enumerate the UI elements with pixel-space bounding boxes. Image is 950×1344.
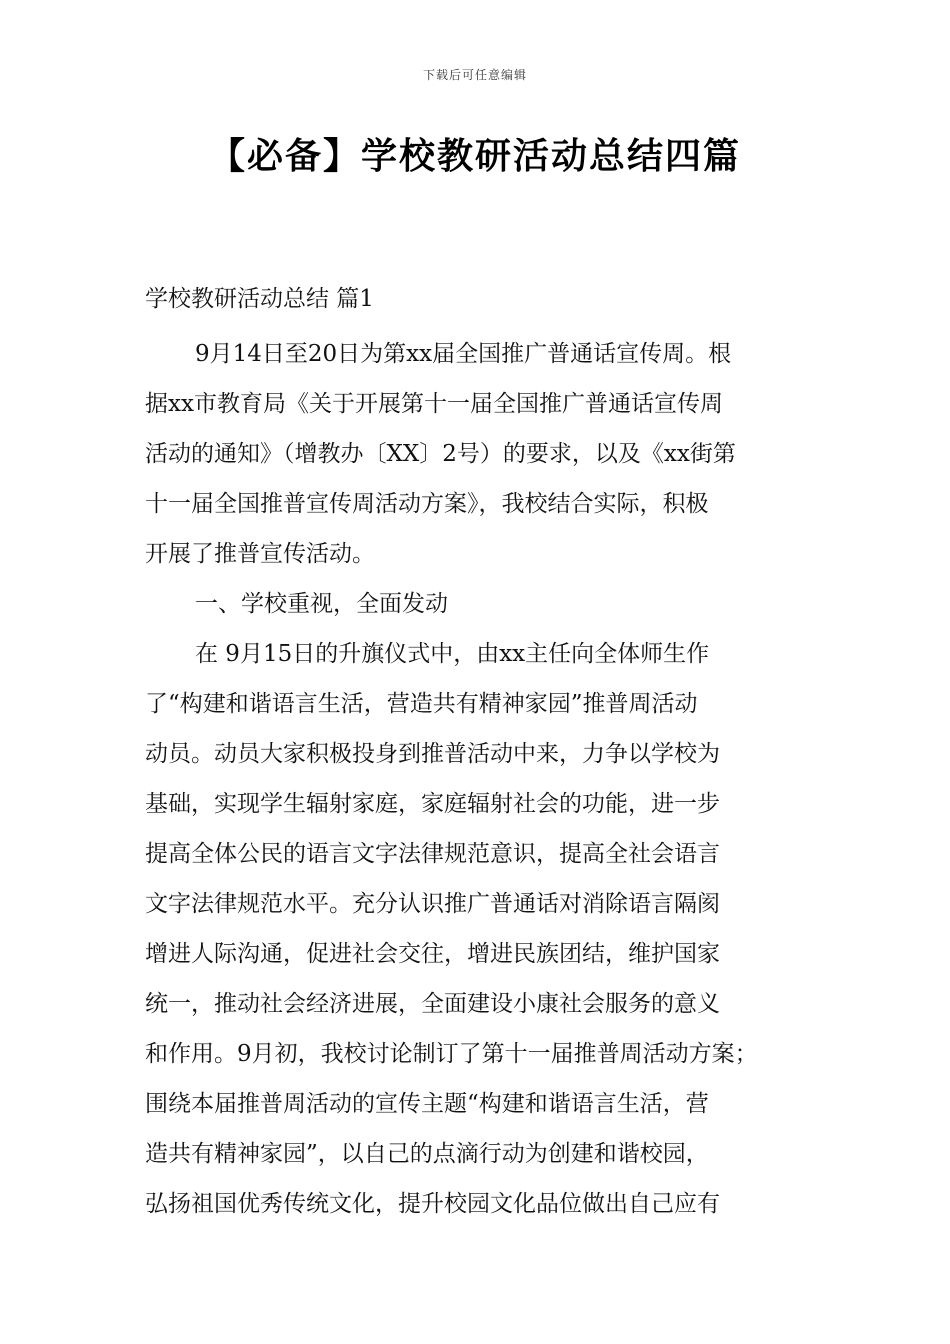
paragraph-line: 据xx市教育局《关于开展第十一届全国推广普通话宣传周: [145, 391, 723, 417]
paragraph-line: 弘扬祖国优秀传统文化，提升校园文化品位做出自己应有: [145, 1191, 720, 1217]
paragraph-line: 统一，推动社会经济进展，全面建设小康社会服务的意义: [145, 991, 720, 1017]
paragraph-line: 基础，实现学生辐射家庭，家庭辐射社会的功能，进一步: [145, 791, 720, 817]
paragraph-line: 在 9月15日的升旗仪式中，由xx主任向全体师生作: [195, 641, 710, 667]
paragraph-line: 增进人际沟通，促进社会交往，增进民族团结，维护国家: [145, 941, 720, 967]
paragraph-line: 提高全体公民的语言文字法律规范意识，提高全社会语言: [145, 841, 720, 867]
paragraph-line: 开展了推普宣传活动。: [145, 541, 375, 567]
paragraph-line: 9月14日至20日为第xx届全国推广普通话宣传周。根: [195, 341, 732, 367]
subheading: 一、学校重视，全面发动: [195, 591, 448, 617]
document-title: 【必备】学校教研活动总结四篇: [208, 136, 741, 177]
paragraph-line: 造共有精神家园”，以自己的点滴行动为创建和谐校园，: [145, 1141, 709, 1167]
paragraph-line: 和作用。9月初，我校讨论制订了第十一届推普周活动方案；: [145, 1041, 758, 1067]
paragraph-line: 动员。动员大家积极投身到推普活动中来，力争以学校为: [145, 741, 720, 767]
paragraph-line: 围绕本届推普周活动的宣传主题“构建和谐语言生活，营: [145, 1091, 709, 1117]
paragraph-line: 了“构建和谐语言生活，营造共有精神家园”推普周活动: [145, 691, 698, 717]
page-header-note: 下载后可任意编辑: [422, 68, 527, 82]
paragraph-line: 文字法律规范水平。充分认识推广普通话对消除语言隔阂: [145, 891, 720, 917]
section-heading: 学校教研活动总结 篇1: [145, 286, 374, 312]
paragraph-line: 十一届全国推普宣传周活动方案》，我校结合实际，积极: [145, 491, 709, 517]
body-text: [145, 339, 810, 1239]
paragraph-line: 活动的通知》（增教办〔XX〕2号）的要求，以及《xx街第: [145, 441, 736, 467]
